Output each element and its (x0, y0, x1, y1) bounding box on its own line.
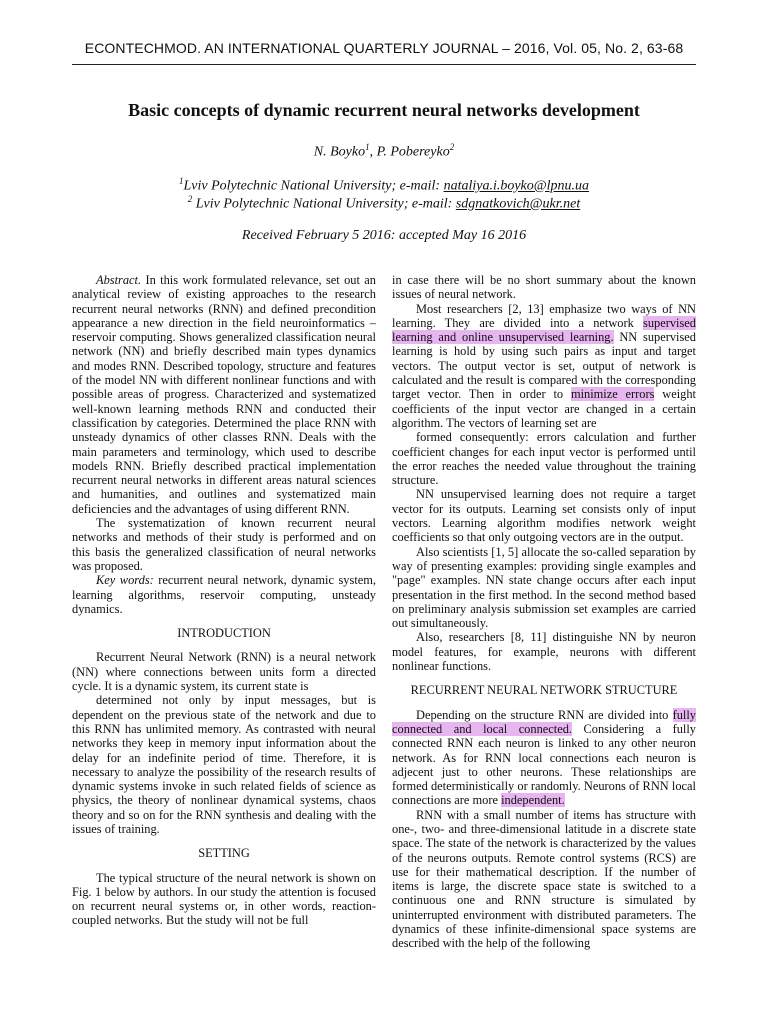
authors (0, 142, 768, 161)
intro-paragraph-1: Recurrent Neural Network (RNN) is a neural network (NN) where connections between units form a directed cycle. It is a dynamic system, its current state is (72, 650, 376, 694)
author-2-sup: 2 (449, 142, 455, 152)
affiliation-2-text: Lviv Polytechnic National University; e-mail: (192, 196, 456, 212)
intro-paragraph-2: determined not only by input messages, but is dependent on the previous state of the network and due to this RNN has unlimited memory. As contrasted with neural networks they keep in memory input information about the delay for an indefinite period of time. Therefore, it is necessary to analyze the possibility of the research results of dynamic systems invoke in such related fields of science as physics, the theory of nonlinear dynamical systems, chaos theory and so on for the RNN synthesis and dealing with the issues of training. (72, 693, 376, 836)
affiliation-2-sup: 2 (187, 194, 193, 204)
highlight-independent: independent. (501, 793, 565, 808)
received-date: Received February 5 2016: accepted May 16 2016 (241, 228, 527, 243)
section-heading-rnn-structure: RECURRENT NEURAL NETWORK STRUCTURE (410, 683, 678, 698)
keywords-label: Key words: (96, 573, 154, 588)
affiliation-1 (0, 176, 768, 195)
header-rule (72, 64, 696, 65)
right-paragraph-0: in case there will be no short summary about the known issues of neural network. (392, 273, 696, 302)
separation-paragraph: Also scientists [1, 5] allocate the so-called separation by way of presenting examples: providing single examples and "page" examples. NN state change occurs after each input presentation in the first method. In the second method based on preliminary analysis submission set examples are carried out simultaneously. (392, 544, 696, 631)
abstract-paragraph (72, 273, 376, 516)
dynamics-paragraph: RNN with a small number of items has structure with one-, two- and three-dimensional latitude in a discrete state space. The state of the network is characterized by the values of the neurons outputs. Remote control systems (RCS) are use for their mathematical description. If the number of items is large, the discrete space state is switched to a continuous one and RNN structure is simulated by uninterrupted environment with distributed parameters. The dynamics of these infinite-dimensional space systems are described with the help of the following (392, 807, 696, 951)
author-2: P. Pobereyko (376, 144, 450, 160)
author-1-sup: 1 (365, 142, 370, 152)
abstract-label: Abstract. (96, 273, 142, 287)
section-heading-introduction: INTRODUCTION (177, 626, 271, 641)
abstract-paragraph-2: The systematization of known recurrent neural networks and methods of their study is performed and on this basis the generalized classification of neural networks was proposed. (72, 516, 376, 573)
learning-text-c: weight coefficients of the input vector are changed in a certain algorithm. The vectors of learning set are (392, 387, 696, 430)
email-link-2[interactable]: sdgnatkovich@ukr.net (455, 196, 581, 212)
keywords-text: recurrent neural network, dynamic system, learning algorithms, reservoir computing, unsteady dynamics. (72, 573, 376, 616)
right-column (392, 273, 696, 951)
affiliation-1-text: Lviv Polytechnic National University; e-mail: (183, 178, 444, 194)
learning-paragraph-2: formed consequently: errors calculation and further coefficient changes for each input vector is performed until the error reaches the needed value throughout the training structure. (392, 430, 696, 488)
email-link-1[interactable]: nataliya.i.boyko@lpnu.ua (443, 178, 590, 194)
abstract-text: In this work formulated relevance, set out an analytical review of existing approaches to the research recurrent neural networks (RNN) and defined precondition appearance a new direction in the field neuroinformatics – reservoir computing. Shows generalized classification neural network (NN) and briefly described main types dynamics and modes RNN. Described topology, structure and features of the model NN with different nonlinear functions and with possible areas of progress. Characterized and systematized well-known learning methods RNN and conducted their classification by categories. Determined the place RNN with unsteady dynamics of other classes RNN. Deals with the main parameters and terminology, which used to describe models RNN. Briefly described practical implementation recurrent neural networks in different areas natural sciences and humanities, and outlines and systematized main deficiencies and the advantages of using different RNN. (72, 273, 376, 516)
structure-paragraph (392, 708, 696, 808)
structure-text-a: Depending on the structure RNN are divided into (416, 707, 673, 722)
author-1: N. Boyko (313, 144, 366, 160)
left-column (72, 273, 376, 928)
affiliation-2 (0, 194, 768, 213)
neuron-model-paragraph: Also, researchers [8, 11] distinguishe NN by neuron model features, for example, neurons with different nonlinear functions. (392, 630, 696, 674)
structure-text-b: Considering a fully connected RNN each neuron is linked to any other neuron network. As for RNN local connections each neuron is adjecent just to other neurons. These relationships are formed deterministically or randomly. Neurons of RNN local connections are more (392, 721, 696, 808)
unsupervised-paragraph: NN unsupervised learning does not require a target vector for its outputs. Learning set consists only of input vectors. Learning algorithm modifies network weight coefficients so that only outgoing vectors are in the output. (392, 487, 696, 545)
learning-text-a: Most researchers [2, 13] emphasize two ways of NN learning. They are divided into a network (392, 301, 696, 330)
setting-paragraph-1: The typical structure of the neural network is shown on Fig. 1 below by authors. In our study the attention is focused on recurrent neural systems or, in other words, reaction-coupled networks. But the study will not be full (72, 870, 376, 928)
highlight-fully-connected: fully connected and local connected. (392, 707, 696, 736)
section-heading-setting: SETTING (198, 846, 250, 861)
learning-paragraph (392, 302, 696, 431)
keywords-paragraph (72, 573, 376, 616)
highlight-supervised-learning: supervised learning and online unsupervised learning. (392, 315, 696, 345)
affiliation-1-sup: 1 (178, 176, 184, 186)
journal-header: ECONTECHMOD. AN INTERNATIONAL QUARTERLY JOURNAL – 2016, Vol. 05, No. 2, 63-68 (84, 40, 684, 56)
highlight-minimize-errors: minimize errors (570, 387, 655, 402)
paper-title: Basic concepts of dynamic recurrent neural networks development (128, 100, 640, 120)
author-sep: , (369, 144, 377, 160)
learning-text-b: NN supervised learning is hold by using such pairs as input and target vectors. The output vector is set, output of network is calculated and the result is compared with the corresponding target vector. Then in order to (392, 330, 696, 402)
